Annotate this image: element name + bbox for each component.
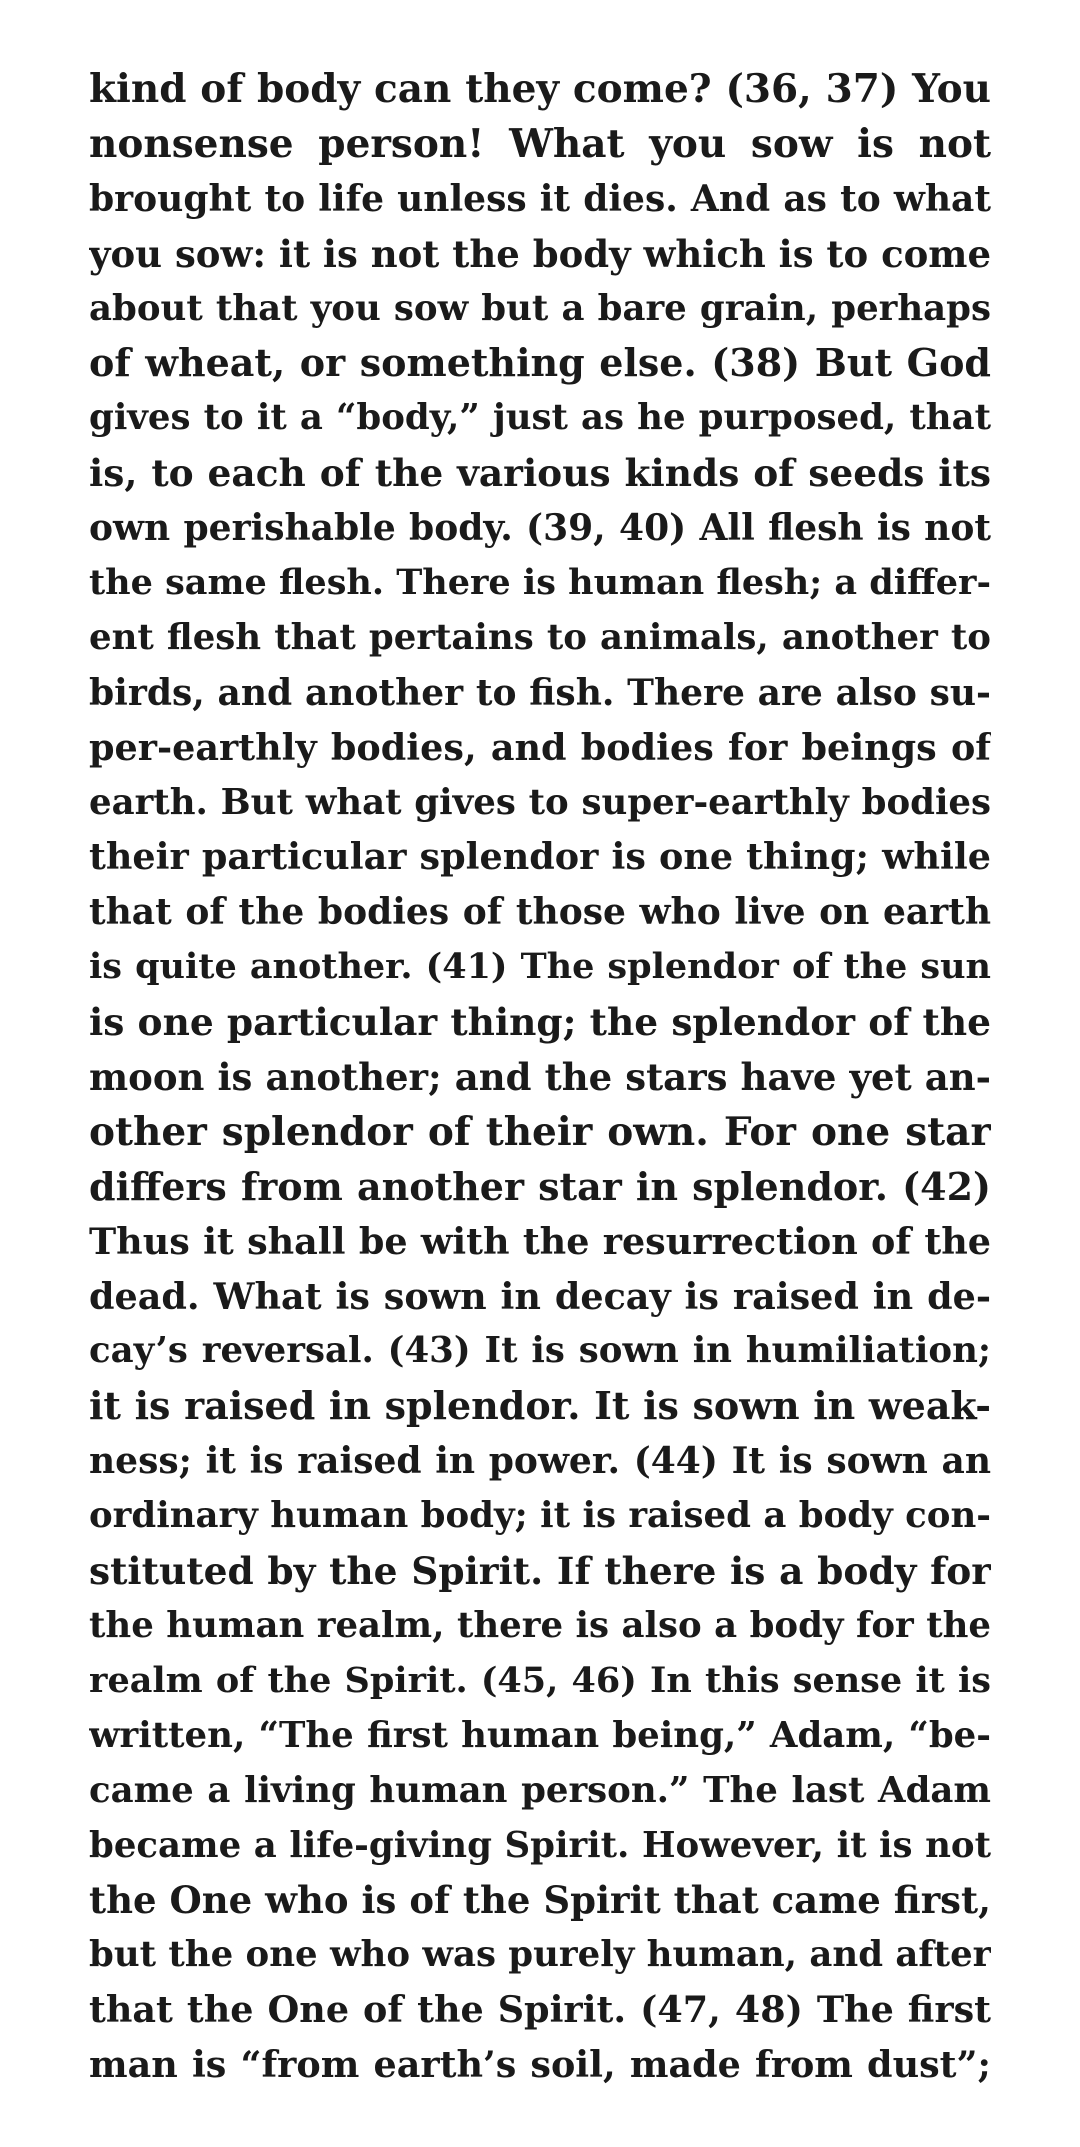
- text-line: of wheat, or something else. (38) But God: [89, 340, 991, 386]
- text-line: Thus it shall be with the resurrection of the: [89, 1219, 991, 1263]
- text-line: came a living human person.” The last Adam: [89, 1769, 991, 1811]
- text-line: the same flesh. There is human flesh; a differ-: [89, 562, 991, 604]
- text-line: the One who is of the Spirit that came first,: [89, 1878, 991, 1923]
- text-line: other splendor of their own. For one star: [89, 1108, 991, 1155]
- text-line: dead. What is sown in decay is raised in de-: [89, 1274, 991, 1318]
- text-line: their particular splendor is one thing; while: [89, 835, 991, 879]
- text-line: it is raised in splendor. It is sown in weak-: [89, 1383, 991, 1429]
- text-line: kind of body can they come? (36, 37) You: [89, 66, 991, 112]
- text-line: own perishable body. (39, 40) All flesh is not: [89, 507, 991, 550]
- text-line: differs from another star in splendor. (42): [89, 1163, 991, 1209]
- text-line: you sow: it is not the body which is to come: [89, 231, 991, 276]
- text-line: man is “from earth’s soil, made from dust”;: [89, 2043, 991, 2087]
- text-line: birds, and another to fish. There are also su-: [89, 671, 991, 714]
- text-line: ness; it is raised in power. (44) It is sown an: [89, 1440, 991, 1483]
- text-line: ent flesh that pertains to animals, another to: [89, 616, 991, 658]
- text-line: is, to each of the various kinds of seeds its: [89, 451, 991, 496]
- text-line: but the one who was purely human, and after: [89, 1934, 991, 1976]
- text-line: brought to life unless it dies. And as to what: [89, 177, 991, 220]
- text-line: cay’s reversal. (43) It is sown in humiliation;: [89, 1330, 991, 1372]
- text-line: about that you sow but a bare grain, perhaps: [89, 287, 991, 329]
- text-line: is quite another. (41) The splendor of the sun: [89, 946, 991, 988]
- text-line: written, “The first human being,” Adam, “be-: [89, 1714, 991, 1756]
- text-line: is one particular thing; the splendor of the: [89, 1000, 991, 1045]
- text-line: ordinary human body; it is raised a body con-: [89, 1495, 991, 1537]
- document-page: [89, 62, 991, 2093]
- text-line: realm of the Spirit. (45, 46) In this sense it is: [89, 1659, 991, 1701]
- text-line: the human realm, there is also a body for the: [89, 1604, 991, 1646]
- text-line: that the One of the Spirit. (47, 48) The first: [89, 1988, 991, 2032]
- text-line: gives to it a “body,” just as he purposed, that: [89, 397, 991, 439]
- text-line: stituted by the Spirit. If there is a body for: [89, 1549, 991, 1594]
- text-line: that of the bodies of those who live on earth: [89, 891, 991, 934]
- text-line: nonsense person! What you sow is not: [89, 120, 991, 167]
- text-line: per-earthly bodies, and bodies for beings of: [89, 725, 991, 769]
- text-line: became a life-giving Spirit. However, it is not: [89, 1824, 991, 1866]
- text-line: earth. But what gives to super-earthly bodies: [89, 781, 991, 823]
- text-line: moon is another; and the stars have yet an-: [89, 1055, 991, 1100]
